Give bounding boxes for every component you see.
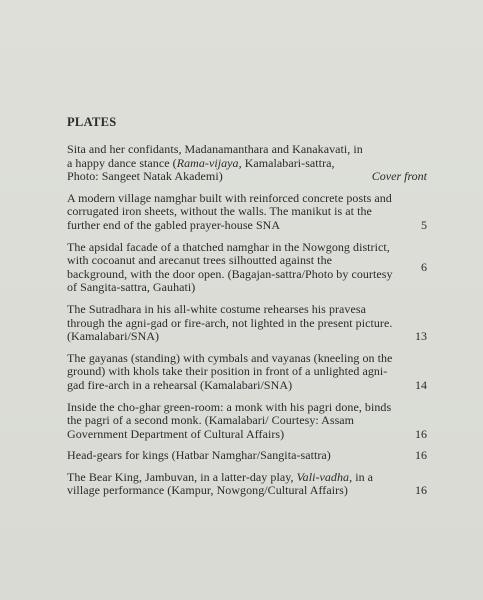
plate-entry [67,471,427,498]
plate-caption [67,352,393,393]
caption-text: Sita and her confidants, Madanamanthara and Kanakavati, in a happy dance stance ( [67,142,363,170]
plate-caption [67,401,393,442]
caption-text: The Sutradhara in his all-white costume rehearses his pravesa through the agni-gad or fire-arch, not lighted in the present picture. (Kamalabari/SNA) [67,301,393,344]
plates-list [67,143,427,506]
plate-page-number: 16 [415,426,427,441]
caption-text: in a village performance (Kampur, Nowgong/Cultural Affairs) [67,469,374,498]
plate-entry [67,192,427,233]
plate-caption [67,449,393,463]
caption-text: Kamalabari-sattra, Photo: Sangeet Natak Akademi) [67,155,335,184]
page-heading: PLATES [67,115,117,129]
plate-entry [67,241,427,295]
plate-entry [67,143,427,184]
plate-page-number: 16 [415,483,427,498]
caption-text: A modern village namghar built with reinforced concrete posts and corrugated iron sheets, without the walls. The manikut is at the further end of the gabled prayer-house SNA [67,190,392,232]
plate-page-number: 16 [415,448,427,463]
plate-entry [67,449,427,463]
plate-caption [67,471,393,498]
caption-text: The gayanas (standing) with cymbals and vayanas (kneeling on the ground) with khols take their position in front of a unlighted agni-gad fire-arch in a rehearsal (Kamalabari/SNA) [67,350,393,392]
plate-caption [67,143,369,184]
caption-text: Head-gears for kings (Hatbar Namghar/Sangita-sattra) [67,448,331,463]
plate-caption [67,192,393,233]
plate-entry [67,303,427,344]
plate-page-number: Cover front [371,169,427,184]
plate-page-number: 6 [421,259,427,274]
plate-page-number: 13 [415,329,427,344]
caption-text: Inside the cho-ghar green-room: a monk with his pagri done, binds the pagri of a second monk. (Kamalabari/ Courtesy: Assam Government Department of Cultural Affairs) [67,399,392,441]
plate-page-number: 5 [421,217,427,232]
caption-text: The apsidal facade of a thatched namghar in the Nowgong district, with cocoanut and arecanut trees silhoutted against the background, with the door open. (Bagajan-sattra/Photo by courtesy of Sangita-sattra, Gauhati) [67,239,393,295]
plate-caption [67,241,393,295]
plate-entry [67,352,427,393]
plate-entry [67,401,427,442]
caption-text: The Bear King, Jambuvan, in a latter-day play, [67,469,297,484]
caption-italic-title: Rama-vijaya, [176,155,242,170]
caption-italic-title: Vali-vadha, [296,469,353,484]
plate-page-number: 14 [415,377,427,392]
plate-caption [67,303,393,344]
